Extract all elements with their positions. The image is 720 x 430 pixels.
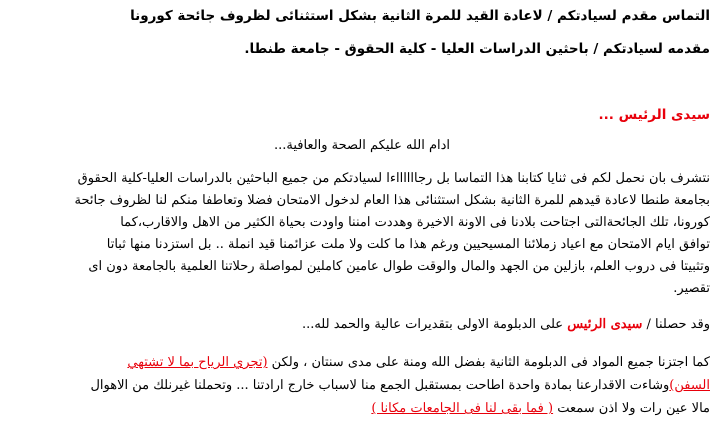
paragraph3-line3-text: مالا عين رات ولا اذن سمعت: [553, 401, 710, 416]
salutation: سيدى الرئيس ...: [598, 107, 710, 123]
proverb-quote-part2: السفن): [669, 378, 710, 393]
paragraph1-line-3: كورونا، تلك الجائحةالتى اجتاحت بلادنا فى الاونة الاخيرة وهددت امننا واودت بحياة الكثير من الاهل والاقارب،كما: [120, 215, 710, 230]
paragraph3-line2-text: وشاءت الاقدارعنا بمادة واحدة اطاحت بمستقبل الجمع منا لاسباب خارج ارادتنا ... وتحملنا غيرنلك من الاهوال: [90, 378, 670, 393]
paragraph1-line-4: توافق ايام الامتحان مع اعياد زملائنا المسيحيين ورغم هذا ما كلت ولا ملت عزائمنا قيد انملة .. بل استزدنا منها ثباتا: [106, 237, 710, 252]
paragraph2-highlight: سيدى الرئيس: [567, 317, 643, 332]
paragraph3-line1-text: كما اجتزنا جميع المواد فى الدبلومة الثانية بفضل الله ومنة على مدى سنتان ، ولكن: [267, 355, 710, 370]
paragraph3-line-3: [371, 401, 710, 416]
paragraph2: [302, 317, 710, 332]
paragraph3-line-2: [90, 378, 710, 393]
paragraph1-line-1: نتشرف بان نحمل لكم فى ثنايا كتابنا هذا التماسا بل رجااااااءا لسيادتكم من جميع الباحثين بالدراسات العليا-كلية الحقوق: [77, 171, 710, 186]
paragraph2-before: وقد حصلنا /: [642, 317, 710, 332]
paragraph1-line-6: تقصير.: [673, 281, 710, 296]
closing-quote: ( فما بقى لنا فى الجامعات مكانا ): [371, 401, 554, 416]
petition-title-line: التماس مقدم لسيادتكم / لاعادة القيد للمرة الثانية بشكل استثنائى لظروف جائحة كورونا: [130, 8, 710, 24]
greeting: ادام الله عليكم الصحة والعافية...: [273, 138, 450, 153]
paragraph2-after: على الدبلومة الاولى بتقديرات عالية والحمد لله...: [301, 317, 568, 332]
petition-submitter-line: مقدمه لسيادتكم / باحثين الدراسات العليا - كلية الحقوق - جامعة طنطا.: [244, 41, 710, 57]
paragraph1-line-2: بجامعة طنطا لاعادة قيدهم للمرة الثانية بشكل استثنائى هذا العام لدخول الامتحان فضلا وتعاطفا منكم لنا لظروف جائحة: [74, 193, 710, 208]
paragraph3-line-1: [127, 355, 710, 370]
paragraph1-line-5: وتثبيتا فى دروب العلم، بازلين من الجهد والمال والوقت طوال عامين كاملين لمواصلة رحلاتنا العلمية بالجامعة دون اى: [88, 259, 710, 274]
proverb-quote-part1: (تجري الرياح بما لا تشتهي: [127, 355, 268, 370]
